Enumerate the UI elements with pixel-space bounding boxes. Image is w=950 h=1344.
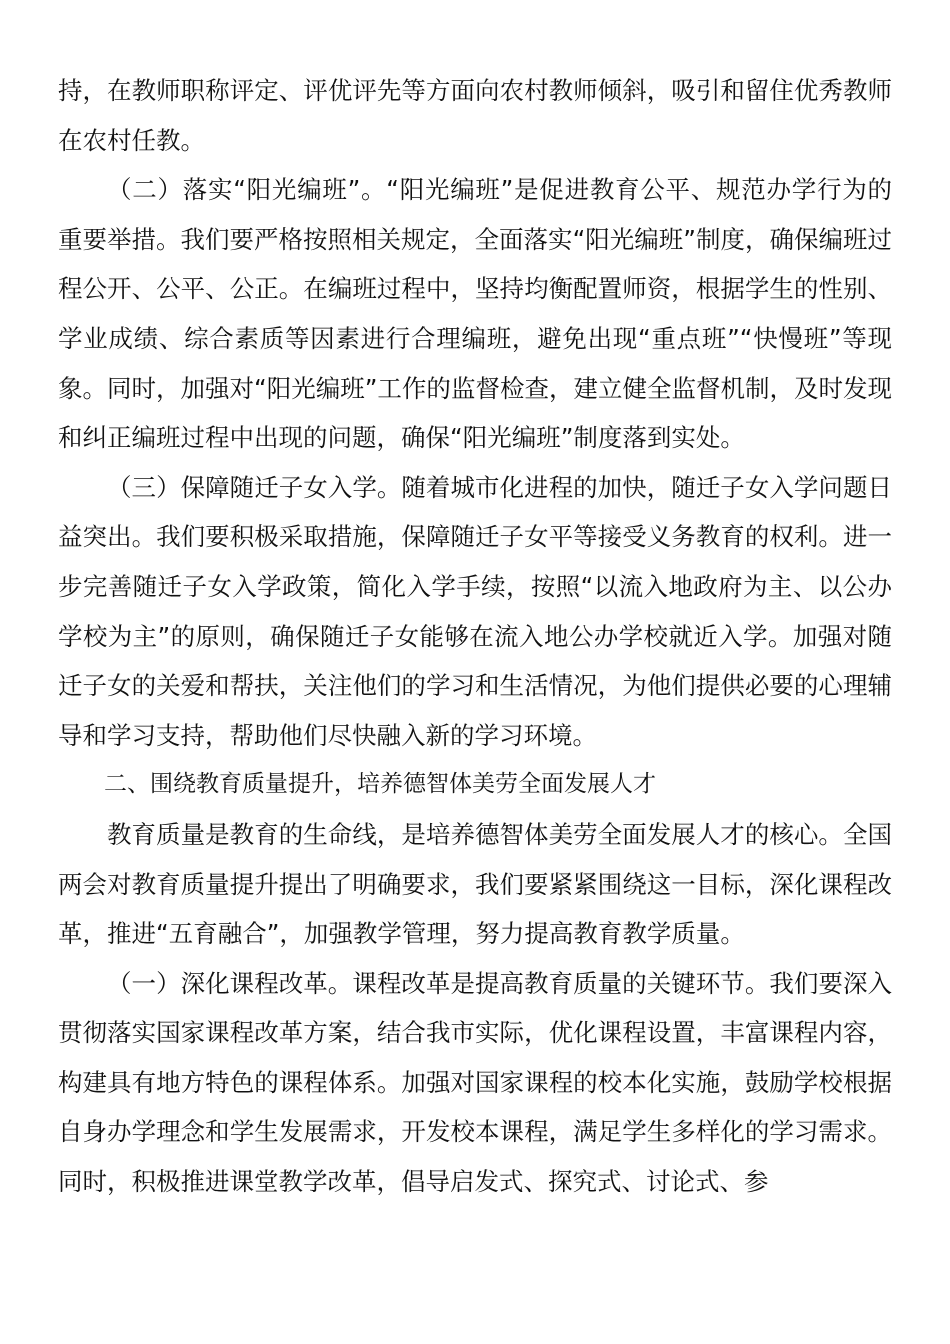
paragraph-curriculum-reform: （一）深化课程改革。课程改革是提高教育质量的关键环节。我们要深入贯彻落实国家课程改革方案，结合我市实际，优化课程设置，丰富课程内容，构建具有地方特色的课程体系。加强对国家课程的校本化实施，鼓励学校根据自身办学理念和学生发展需求，开发校本课程，满足学生多样化的学习需求。同时，积极推进课堂教学改革，倡导启发式、探究式、讨论式、参 [58,968,892,1197]
section-heading: 二、围绕教育质量提升，培养德智体美劳全面发展人才 [104,771,656,798]
paragraph-migrant-children: （三）保障随迁子女入学。随着城市化进程的加快，随迁子女入学问题日益突出。我们要积极采取措施，保障随迁子女平等接受义务教育的权利。进一步完善随迁子女入学政策，简化入学手续，按照“以流入地政府为主、以公办学校为主”的原则，确保随迁子女能够在流入地公办学校就近入学。加强对随迁子女的关爱和帮扶，关注他们的学习和生活情况，为他们提供必要的心理辅导和学习支持，帮助他们尽快融入新的学习环境。 [58,472,892,750]
document-page [58,66,892,1207]
paragraph-education-quality: 教育质量是教育的生命线，是培养德智体美劳全面发展人才的核心。全国两会对教育质量提升提出了明确要求，我们要紧紧围绕这一目标，深化课程改革，推进“五育融合”，加强教学管理，努力提高教育教学质量。 [58,819,892,949]
paragraph-continuation: 持，在教师职称评定、评优评先等方面向农村教师倾斜，吸引和留住优秀教师在农村任教。 [58,76,892,155]
paragraph-sunshine-class: （二）落实“阳光编班”。“阳光编班”是促进教育公平、规范办学行为的重要举措。我们要严格按照相关规定，全面落实“阳光编班”制度，确保编班过程公开、公平、公正。在编班过程中，坚持均衡配置师资，根据学生的性别、学业成绩、综合素质等因素进行合理编班，避免出现“重点班”“快慢班”等现象。同时，加强对“阳光编班”工作的监督检查，建立健全监督机制，及时发现和纠正编班过程中出现的问题，确保“阳光编班”制度落到实处。 [58,175,892,453]
